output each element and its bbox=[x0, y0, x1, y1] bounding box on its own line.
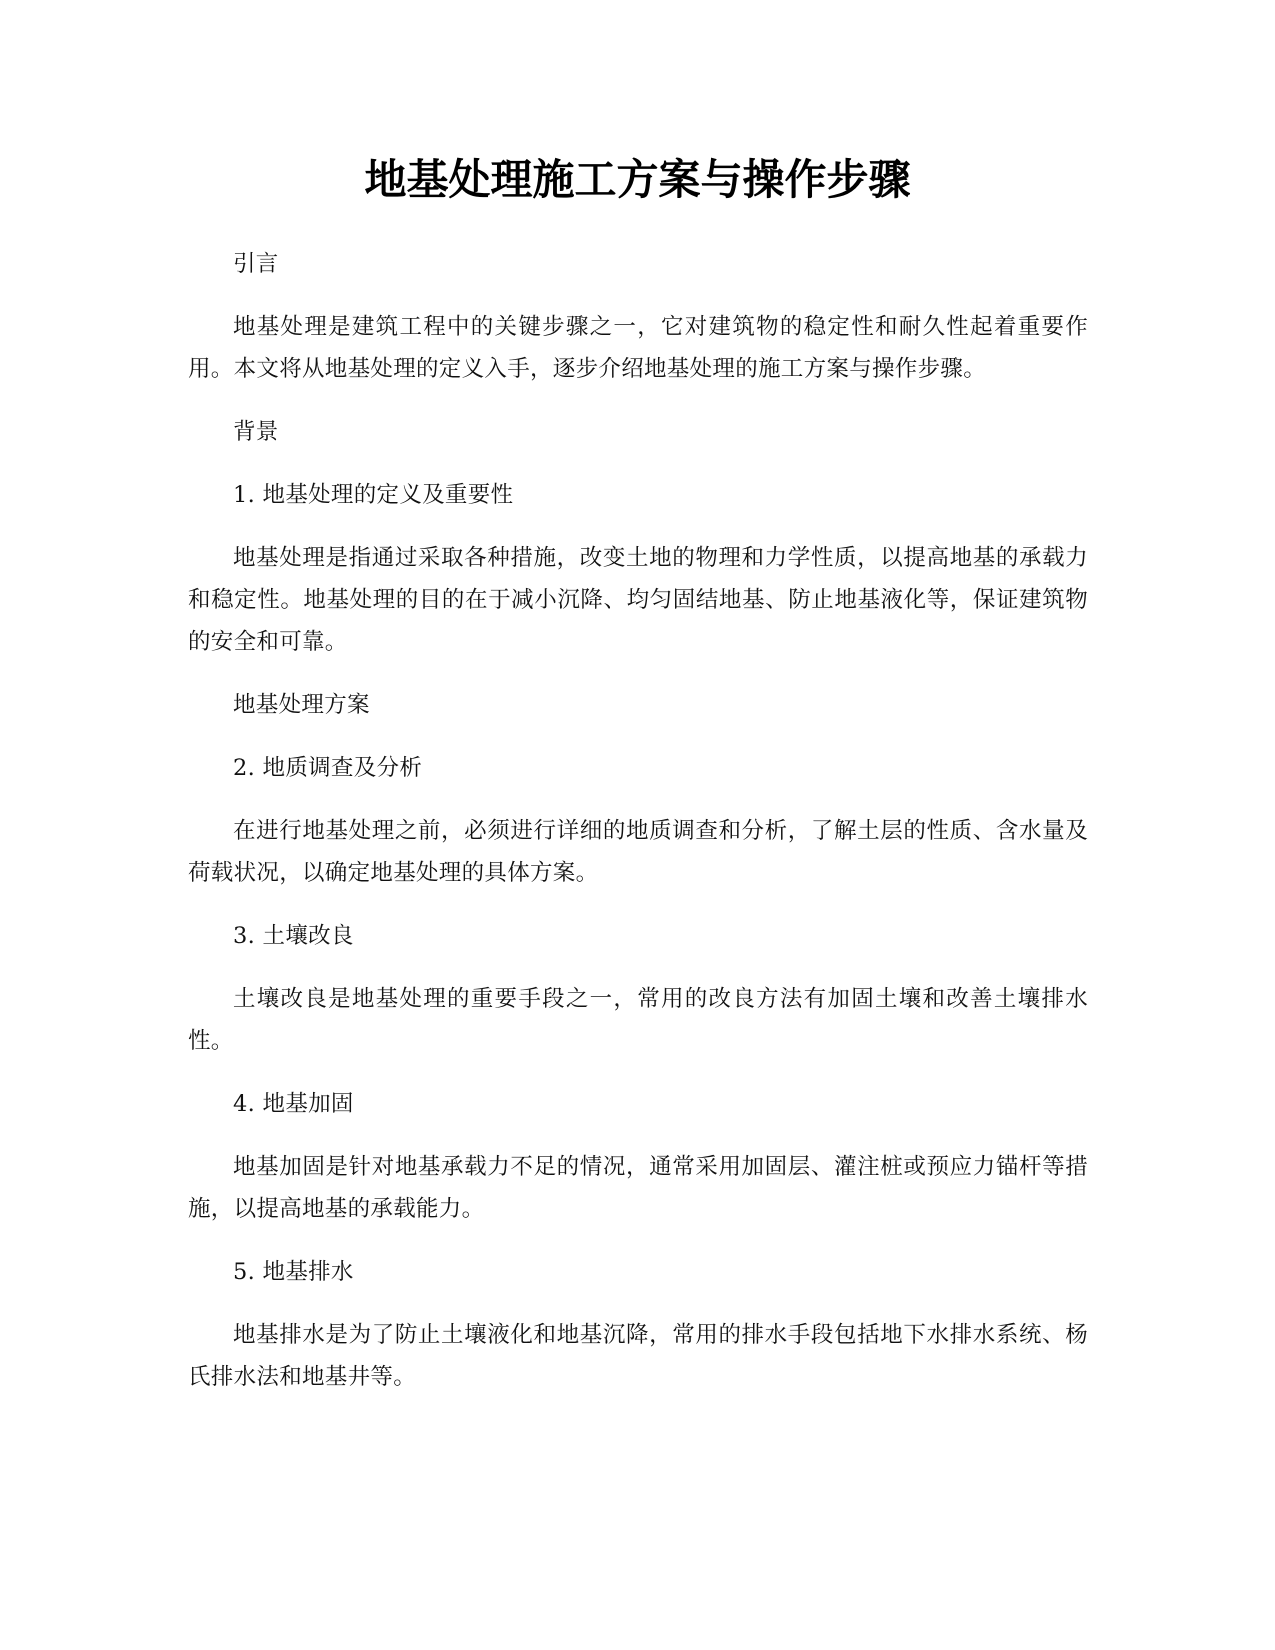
paragraph-reinforcement: 地基加固是针对地基承载力不足的情况，通常采用加固层、灌注桩或预应力锚杆等措施，以提高地基的承载能力。 bbox=[188, 1154, 1088, 1222]
paragraph-definition: 地基处理是指通过采取各种措施，改变土地的物理和力学性质，以提高地基的承载力和稳定性。地基处理的目的在于减小沉降、均匀固结地基、防止地基液化等，保证建筑物的安全和可靠。 bbox=[188, 545, 1088, 655]
paragraph-soil-improvement: 土壤改良是地基处理的重要手段之一，常用的改良方法有加固土壤和改善土壤排水性。 bbox=[188, 986, 1088, 1054]
subheading-5: 5. 地基排水 bbox=[233, 1259, 354, 1285]
subheading-2: 2. 地质调查及分析 bbox=[233, 755, 423, 781]
subheading-1: 1. 地基处理的定义及重要性 bbox=[233, 482, 514, 508]
document-title: 地基处理施工方案与操作步骤 bbox=[364, 155, 911, 204]
document-body bbox=[188, 243, 1088, 1419]
section-heading-background: 背景 bbox=[233, 419, 279, 445]
section-heading-intro: 引言 bbox=[233, 251, 279, 277]
section-heading-plan: 地基处理方案 bbox=[233, 692, 370, 718]
subheading-4: 4. 地基加固 bbox=[233, 1091, 354, 1117]
paragraph-survey: 在进行地基处理之前，必须进行详细的地质调查和分析，了解土层的性质、含水量及荷载状况，以确定地基处理的具体方案。 bbox=[188, 818, 1088, 886]
subheading-3: 3. 土壤改良 bbox=[233, 923, 354, 949]
paragraph-drainage: 地基排水是为了防止土壤液化和地基沉降，常用的排水手段包括地下水排水系统、杨氏排水法和地基井等。 bbox=[188, 1322, 1088, 1390]
paragraph-intro: 地基处理是建筑工程中的关键步骤之一，它对建筑物的稳定性和耐久性起着重要作用。本文将从地基处理的定义入手，逐步介绍地基处理的施工方案与操作步骤。 bbox=[188, 314, 1088, 382]
